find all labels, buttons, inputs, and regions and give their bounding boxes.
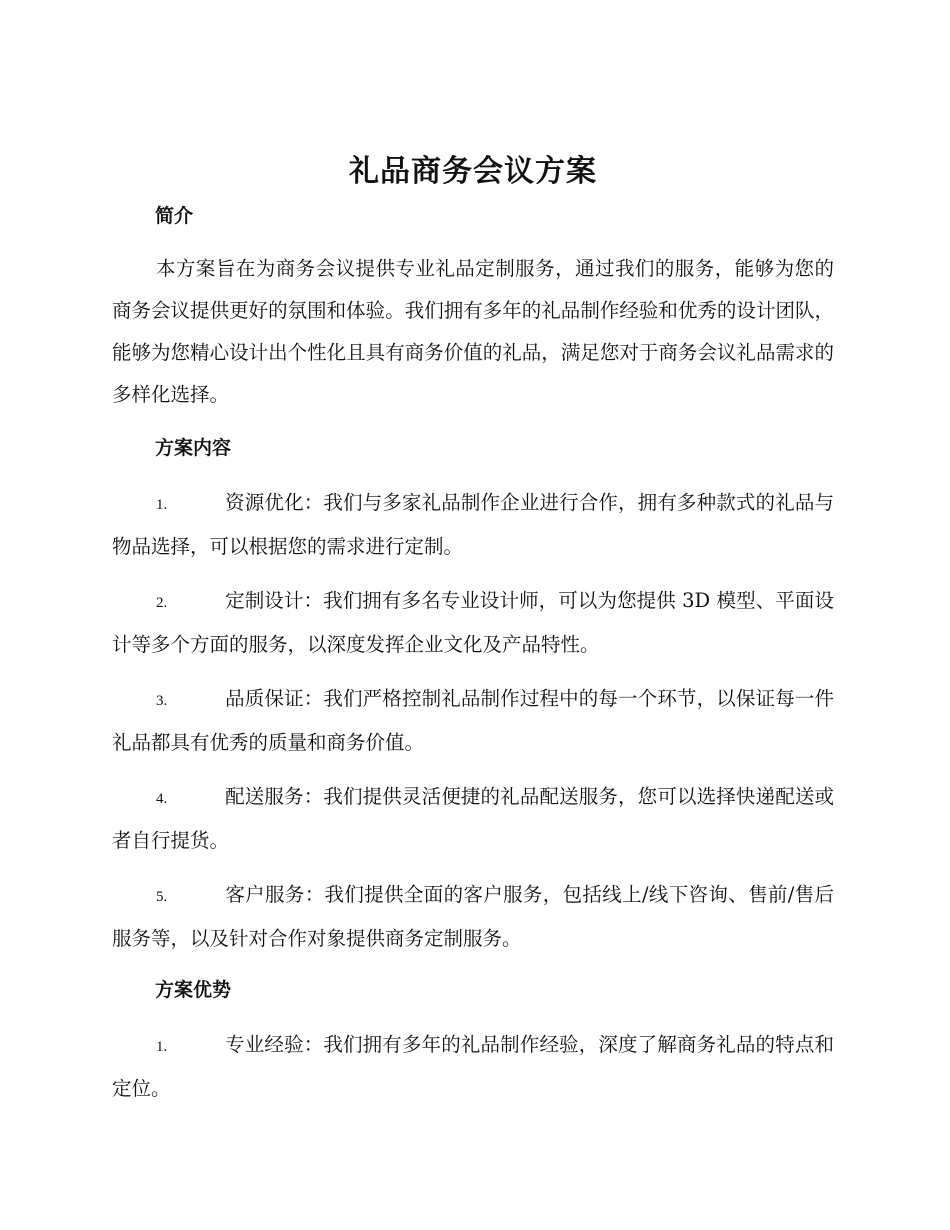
list-item-text: 专业经验：我们拥有多年的礼品制作经验，深度了解商务礼品的特点和定位。 <box>112 1033 834 1100</box>
list-item-text: 资源优化：我们与多家礼品制作企业进行合作，拥有多种款式的礼品与物品选择，可以根据您的需求进行定制。 <box>112 491 834 558</box>
list-item-number: 2. <box>156 595 168 611</box>
list-item-number: 1. <box>156 497 168 513</box>
list-item-number: 3. <box>156 693 168 709</box>
document-page <box>112 150 834 1122</box>
list-item-text: 定制设计：我们拥有多名专业设计师，可以为您提供 3D 模型、平面设计等多个方面的服务，以深度发挥企业文化及产品特性。 <box>112 589 834 656</box>
list-item <box>112 482 834 568</box>
section-heading-content: 方案内容 <box>155 437 232 459</box>
list-item-number: 5. <box>156 889 168 905</box>
list-item-text: 品质保证：我们严格控制礼品制作过程中的每一个环节，以保证每一件礼品都具有优秀的质量和商务价值。 <box>112 687 834 754</box>
section-heading-intro: 简介 <box>155 205 194 227</box>
list-item-number: 1. <box>156 1039 168 1055</box>
document-title: 礼品商务会议方案 <box>349 154 597 189</box>
section-heading-advantages: 方案优势 <box>155 979 232 1001</box>
list-item <box>112 580 834 666</box>
list-item-number: 4. <box>156 791 168 807</box>
list-item-text: 客户服务：我们提供全面的客户服务，包括线上/线下咨询、售前/售后服务等，以及针对合作对象提供商务定制服务。 <box>112 883 834 950</box>
list-item <box>112 776 834 862</box>
list-item <box>112 874 834 960</box>
list-item <box>112 678 834 764</box>
list-item <box>112 1024 834 1110</box>
intro-paragraph: 本方案旨在为商务会议提供专业礼品定制服务，通过我们的服务，能够为您的商务会议提供更好的氛围和体验。我们拥有多年的礼品制作经验和优秀的设计团队，能够为您精心设计出个性化且具有商务价值的礼品，满足您对于商务会议礼品需求的多样化选择。 <box>112 257 834 406</box>
list-item-text: 配送服务：我们提供灵活便捷的礼品配送服务，您可以选择快递配送或者自行提货。 <box>112 785 834 852</box>
